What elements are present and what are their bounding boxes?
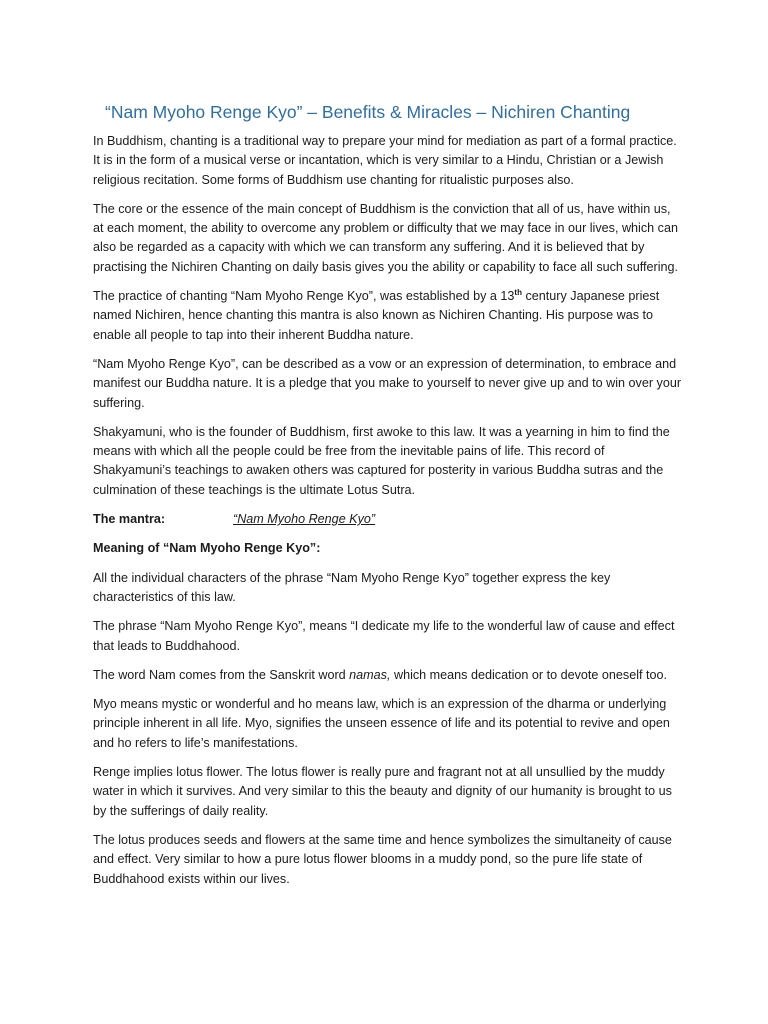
page-title: “Nam Myoho Renge Kyo” – Benefits & Miracles – Nichiren Chanting (105, 102, 631, 122)
meaning-heading: Meaning of “Nam Myoho Renge Kyo”: (93, 541, 321, 556)
mantra-row (93, 510, 683, 529)
paragraph-lotus: The lotus produces seeds and flowers at the same time and hence symbolizes the simultaneity of cause and effect. Very similar to how a pure lotus flower blooms in a muddy pond, so the pure life state of Buddhahood exists within our lives. (93, 832, 672, 886)
paragraph-myoho: Myo means mystic or wonderful and ho means law, which is an expression of the dharma or underlying principle inherent in all life. Myo, signifies the unseen essence of life and its potential to revive and open and ho refers to life’s manifestations. (93, 697, 670, 750)
paragraph-practice-origin-start: The practice of chanting “Nam Myoho Renge Kyo”, was established by a 13 (93, 289, 515, 304)
document-page (93, 98, 683, 899)
mantra-label: The mantra: (93, 512, 166, 527)
paragraph-core-essence: The core or the essence of the main concept of Buddhism is the conviction that all of us, have within us, at each moment, the ability to overcome any problem or difficulty that we may face in our lives, which can also be regarded as a capacity with which we can transform any suffering. And it is believed that by practising the Nichiren Chanting on daily basis gives you the ability or capability to face all such suffering. (93, 201, 678, 274)
paragraph-characters: All the individual characters of the phrase “Nam Myoho Renge Kyo” together express the key characteristics of this law. (93, 570, 611, 604)
mantra-value: “Nam Myoho Renge Kyo” (233, 512, 376, 527)
paragraph-chanting-intro: In Buddhism, chanting is a traditional way to prepare your mind for mediation as part of a formal practice. It is in the form of a musical verse or incantation, which is very similar to a Hindu, Christian or a Jewish religious recitation. Some forms of Buddhism use chanting for ritualistic purposes also. (93, 134, 677, 187)
paragraph-vow: “Nam Myoho Renge Kyo”, can be described as a vow or an expression of determination, to embrace and manifest our Buddha nature. It is a pledge that you make to yourself to never give up and to win over your suffering. (93, 356, 682, 410)
paragraph-shakyamuni: Shakyamuni, who is the founder of Buddhism, first awoke to this law. It was a yearning in him to find the means with which all the people could be free from the inevitable pains of life. This record of Shakyamuni’s teachings to awaken others was captured for posterity in various Buddha sutras and the culmination of these teachings is the ultimate Lotus Sutra. (93, 424, 670, 497)
paragraph-nam (93, 666, 683, 685)
paragraph-nam-end: which means dedication or to devote oneself too. (390, 667, 668, 682)
paragraph-practice-origin-end: century Japanese priest named Nichiren, hence chanting this mantra is also known as Nichiren Chanting. His purpose was to enable all people to tap into their inherent Buddha nature. (93, 289, 660, 342)
paragraph-renge: Renge implies lotus flower. The lotus flower is really pure and fragrant not at all unsullied by the muddy water in which it survives. And very similar to this the beauty and dignity of our humanity is brought to us by the sufferings of daily reality. (93, 765, 672, 818)
ordinal-suffix: th (514, 288, 522, 298)
sanskrit-term: namas, (349, 667, 391, 682)
paragraph-phrase-meaning: The phrase “Nam Myoho Renge Kyo”, means “I dedicate my life to the wonderful law of cause and effect that leads to Buddhahood. (93, 619, 675, 653)
paragraph-nam-start: The word Nam comes from the Sanskrit word (93, 667, 350, 682)
paragraph-practice-origin (93, 287, 683, 345)
